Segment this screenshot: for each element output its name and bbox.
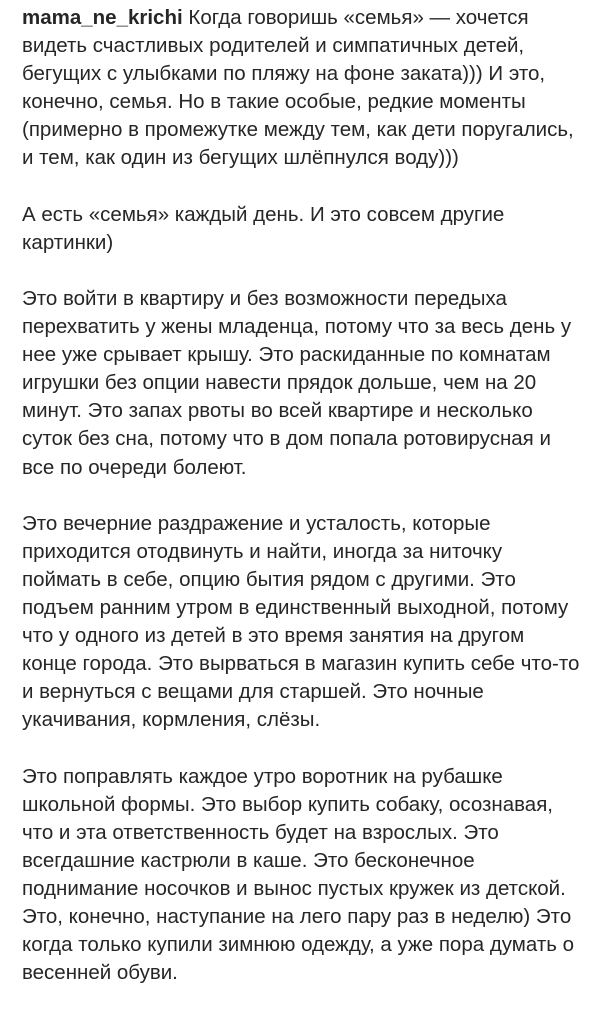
caption-paragraph-2: А есть «семья» каждый день. И это совсем другие картинки) — [22, 202, 505, 254]
caption-paragraph-5: Это поправлять каждое утро воротник на рубашке школьной формы. Это выбор купить собаку, осознавая, что и эта ответственность будет на взрослых. Это всегдашние кастрюли в каше. Это бесконечное поднимание носочков и вынос пустых кружек из детской. Это, конечно, наступание на лего пару раз в неделю) Это когда только купили зимнюю одежду, а уже пора думать о весенней обуви. — [22, 764, 575, 985]
caption-paragraph-3: Это войти в квартиру и без возможности передыха перехватить у жены младенца, потому что за весь день у нее уже срывает крышу. Это раскиданные по комнатам игрушки без опции навести прядок дольше, чем на 20 минут. Это запах рвоты во всей квартире и несколько суток без сна, потому что в дом попала ротовирусная и все по очереди болеют. — [22, 286, 572, 479]
caption-paragraph-4: Это вечерние раздражение и усталость, которые приходится отодвинуть и найти, иногда за ниточку поймать в себе, опцию бытия рядом с другими. Это подъем ранним утром в единственный выходной, потому что у одного из детей в это время занятия на другом конце города. Это вырваться в магазин купить себе что-то и вернуться с вещами для старшей. Это ночные укачивания, кормления, слёзы. — [22, 511, 580, 732]
caption-text: Когда говоришь «семья» — хочется видеть счастливых родителей и симпатичных детей, бегущих с улыбками по пляжу на фоне заката))) И это, конечно, семья. Но в такие особые, редкие моменты (примерно в промежутке между тем, как дети поругались, и тем, как один из бегущих шлёпнулся воду))) — [22, 6, 574, 170]
username-link[interactable]: mama_ne_krichi — [22, 6, 183, 29]
caption-paragraph-1 — [22, 4, 582, 173]
